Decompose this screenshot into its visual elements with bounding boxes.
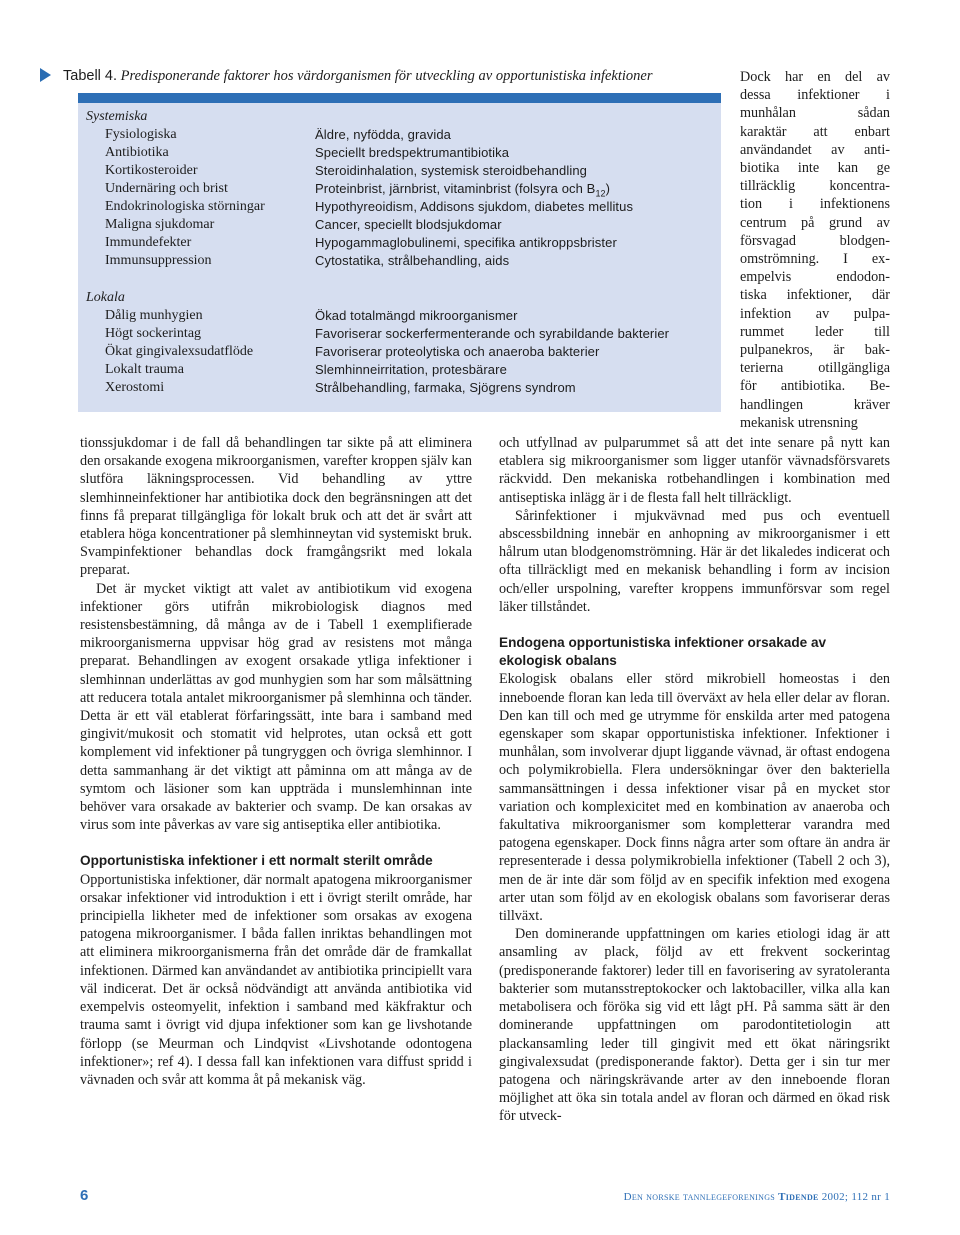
table-row-examples: Favoriserar proteolytiska och anaeroba bakterier: [315, 344, 600, 359]
table-row-examples: Hypogammaglobulinemi, specifika antikroppsbrister: [315, 235, 617, 250]
table-row-examples: Favoriserar sockerfermenterande och syrabildande bakterier: [315, 326, 670, 341]
journal-footer: Den norske tannlegeforenings Tidende 2002; 112 nr 1: [623, 1191, 890, 1203]
section-heading: Endogena opportunistiska infektioner orsakade av ekologisk obalans: [499, 635, 827, 669]
narrow-text-column: [740, 68, 890, 432]
table-header-bar: [78, 93, 721, 103]
section-local: Lokala: [86, 290, 125, 305]
table-row-examples: Cytostatika, strålbehandling, aids: [315, 253, 510, 268]
right-text-column: [499, 434, 890, 1126]
table-row-factor: Endokrinologiska störningar: [105, 199, 265, 214]
paragraph: Det är mycket viktigt att valet av antibiotikum vid exogena infektioner görs utifrån mikrobiologisk diagnos med resistensbestämning, då många av de i Tabell 1 exemplifierade mikroorganismerna uppvisar hög grad av resistens mot många preparat. Behandlingen av exogent orsakade ytliga infektioner i slemhinnan underlättas av god munhygien som har som målsättning att reducera totala antalet mikroorganismer på slemhinna och tänder. Detta är ett väl etablerat förfaringssätt, inte bara i samband med gingivit/mukosit och stomatit vid helprotes, utan också ett gott komplement vid infektioner på tungryggen och övriga slemhinnor. I detta sammanhang är det viktigt att påminna om att många av de symtom och läsioner som kan uppträda i munslemhinnan inte behöver vara orsakade av bakterier och svamp. De kan orsakas av virus som inte påverkas av vare sig antiseptika eller antibiotika.: [80, 580, 472, 834]
text-line: rummet leder till: [740, 323, 890, 340]
paragraph: Den dominerande uppfattningen om karies etiologi idag är att ansamling av plack, följd av ett frekvent sockerintag (predisponerande faktorer) leder till en favorisering av syratoleranta bakterier som mutansstreptokocker och laktobaciller, vilka alla kan metabolisera och föröka sig vid ett lågt pH. På samma sätt är den dominerande uppfattningen om parodontitetiologin att plackansamling leder till gingivit med ett ökat näringsrikt gingivalexsudat (predisponerande faktor). Detta ger i sin tur mer patogena och näringskrävande arter av den inneboende floran möjlighet att öka sin totala andel av floran och därmed en ökad risk för utveck-: [499, 926, 890, 1125]
page-number: 6: [80, 1187, 89, 1204]
section-heading: Opportunistiska infektioner i ett normalt sterilt område: [80, 853, 433, 869]
text-line: användandet av anti-: [740, 141, 890, 158]
text-line: dessa infektioner i: [740, 87, 890, 104]
text-line: handlingen kräver: [740, 396, 890, 413]
text-line: mekanisk utrensning: [740, 414, 858, 431]
table-row-examples: Steroidinhalation, systemisk steroidbehandling: [315, 163, 587, 178]
table-row-examples: Speciellt bredspektrumantibiotika: [315, 145, 510, 160]
table-row-factor: Fysiologiska: [105, 127, 177, 142]
paragraph: Opportunistiska infektioner, där normalt apatogena mikroorganismer orsakar infektioner vid introduktion i ett i övrigt sterilt område, har principiella likheter med de infektioner som orsakas av exogena patogena mikroorganismer. I båda fallen inriktas behandlingen mot att eliminera mikroorganismerna från det område där de framkallat infektionen. Därmed kan användandet av antibiotika principiellt vara väl indicerat. Det är också nödvändigt att använda antibiotika vid exempelvis osteomyelit, infektion i samband med käkfraktur och trauma samt i övrigt vid djupa infektioner som kan ge livshotande förlopp (se Meurman och Lindqvist «Livshotande odontogena infektioner»; ref 4). I dessa fall kan infektionen vara diffust spridd i vävnaden och svår att komma åt på mekanisk väg.: [80, 871, 472, 1088]
table-row-examples: Äldre, nyfödda, gravida: [315, 127, 451, 142]
text-line: omströmning. I ex-: [740, 251, 890, 268]
text-line: karaktär att enbart: [740, 123, 890, 140]
text-line: centrum på grund av: [740, 214, 890, 231]
table-row-examples: Cancer, speciellt blodsjukdomar: [315, 217, 502, 232]
table-row-factor: Kortikosteroider: [105, 163, 198, 178]
text-line: tion i infektionens: [740, 196, 890, 213]
table-row-examples: Strålbehandling, farmaka, Sjögrens syndrom: [315, 380, 576, 395]
table-row-factor: Undernäring och brist: [105, 181, 228, 196]
left-text-column: [80, 434, 472, 1089]
text-line: empelvis endodon-: [740, 269, 890, 286]
table-row-factor: Lokalt trauma: [105, 362, 184, 377]
paragraph: Sårinfektioner i mjukvävnad med pus och eventuell abscessbildning innebär en anhopning av mikroorganismer i ett hålrum utan blodgenomströmning. Här är det likaledes indicerat och ofta tillräckligt med en mekanisk behandling i form av incision och/eller urspolning, varefter kroppens immunförsvar som regel läker tillståndet.: [499, 507, 890, 615]
text-line: för antibiotika. Be-: [740, 378, 890, 395]
text-line: tiska infektioner, där: [740, 287, 890, 304]
table-caption: [40, 68, 730, 85]
table-row-examples: Hypothyreoidism, Addisons sjukdom, diabetes mellitus: [315, 199, 634, 214]
table-row-factor: Immundefekter: [105, 235, 192, 250]
table-row-examples: Proteinbrist, järnbrist, vitaminbrist (folsyra och $B_{12}$): [315, 181, 611, 199]
section-systemic: Systemiska: [86, 109, 148, 124]
text-line: tillräcklig koncentra-: [740, 178, 890, 195]
paragraph: och utfyllnad av pulparummet så att det inte senare på nytt kan etablera sig mikroorganismer som ligger utanför vävnadsförsvarets räckvidd. Den mekaniska rotbehandlingen i kombination med antiseptiska inlägg är i de flesta fall helt tillräckligt.: [499, 435, 890, 506]
arrow-bullet-icon: [40, 68, 51, 82]
table-number: Tabell 4.: [63, 68, 118, 84]
text-line: munhålan sådan: [740, 105, 890, 122]
table-row-factor: Immunsuppression: [105, 253, 212, 268]
table-row-factor: Dålig munhygien: [105, 308, 203, 323]
table-row-factor: Antibiotika: [105, 145, 169, 160]
predisposing-factors-table: [78, 103, 721, 412]
text-line: biotika inte kan ge: [740, 160, 890, 177]
table-title: Predisponerande faktorer hos värdorganismen för utveckling av opportunistiska infektioner: [120, 68, 653, 84]
text-line: terierna otillgängliga: [740, 360, 890, 377]
text-line: Dock har en del av: [740, 69, 890, 85]
table-row-factor: Maligna sjukdomar: [105, 217, 215, 232]
text-line: försvagad blodgen-: [740, 232, 890, 249]
table-row-factor: Högt sockerintag: [105, 326, 202, 341]
text-line: infektion av pulpa-: [740, 305, 890, 322]
table-row-factor: Xerostomi: [105, 380, 165, 395]
table-row-examples: Slemhinneirritation, protesbärare: [315, 362, 507, 377]
paragraph: Ekologisk obalans eller störd mikrobiell homeostas i den inneboende floran kan leda till överväxt av hela eller delar av floran. Den kan till och med ge utrymme för enskilda arter med patogena egenskaper som skapar opportunistiska infektioner. Infektioner i munhålan, som involverar djupt liggande vävnad, är oftast endogena och polymikrobiella. Flera undersökningar över den bakteriella sammansättningen i dessa infektioner visar på en mycket stor variation och komplexicitet med en kombination av anaeroba och fakultativa mikroorganismer som kompletterar varandra med patogena egenskaper. Dock finns några arter som oftare än andra är representerade i dessa polymikrobiella infektioner (Tabell 2 och 3), men de är inte där som följd av en specifik infektion med exogena arter utan som följd av en ekologisk obalans som favoriserar deras tillväxt.: [499, 671, 890, 925]
table-row-examples: Ökad totalmängd mikroorganismer: [315, 308, 518, 323]
paragraph: tionssjukdomar i de fall då behandlingen tar sikte på att eliminera den orsakande exogena mikroorganismen, varefter kroppen själv kan slutföra läkningsprocessen. Vid behandling av yttre slemhinneinfektioner har antibiotika dock den begränsningen att det finns få preparat tillgängliga för lokalt bruk och att det är svårt att etablera höga koncentrationer på slemhinneytan vid systemiskt bruk. Svampinfektioner behandlas dock framgångsrikt med lokala preparat.: [80, 435, 472, 579]
table-row-factor: Ökat gingivalexsudatflöde: [105, 344, 254, 359]
text-line: pulpanekros, är bak-: [740, 342, 890, 359]
